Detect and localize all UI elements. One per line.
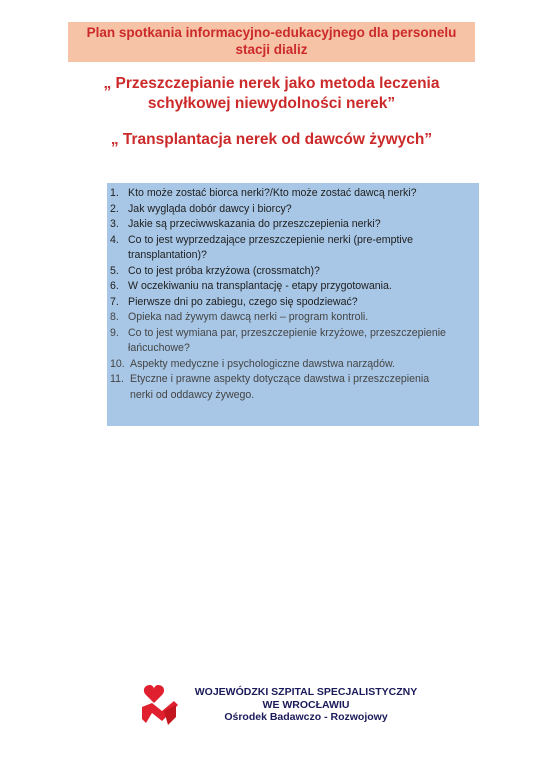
list-item <box>110 186 478 202</box>
list-item-text: Co to jest próba krzyżowa (crossmatch)? <box>128 264 320 277</box>
list-item-text: Kto może zostać biorca nerki?/Kto może zostać dawcą nerki? <box>128 187 417 199</box>
list-item-number: 4. <box>110 233 119 246</box>
list-item-text-cont: nerki od oddawcy żywego. <box>130 388 255 401</box>
list-item-number: 9. <box>110 326 119 339</box>
subtitle-main <box>30 74 513 114</box>
list-item-text-cont: transplantation)? <box>128 249 207 261</box>
hospital-name-line-1: WOJEWÓDZKI SZPITAL SPECJALISTYCZNY <box>194 686 418 698</box>
list-item-text: Pierwsze dni po zabiegu, czego się spodziewać? <box>128 295 358 308</box>
list-item-number: 1. <box>110 187 119 199</box>
subtitle-main-line-2: schyłkowej niewydolności nerek” <box>147 95 396 112</box>
list-item <box>110 279 478 295</box>
hospital-name <box>186 686 426 724</box>
list-item-number: 2. <box>110 202 119 215</box>
list-item <box>110 372 478 403</box>
page-title <box>68 24 475 58</box>
list-item-text: Aspekty medyczne i psychologiczne dawstwa narządów. <box>130 357 395 370</box>
list-item <box>110 295 478 311</box>
list-item-text: W oczekiwaniu na transplantację - etapy przygotowania. <box>128 280 392 292</box>
list-item <box>110 217 478 233</box>
hospital-name-line-2: WE WROCŁAWIU <box>262 698 350 711</box>
subtitle-secondary: „ Transplantacja nerek od dawców żywych” <box>110 131 433 148</box>
list-item-text: Co to jest wymiana par, przeszczepienie krzyżowe, przeszczepienie <box>128 326 446 339</box>
list-item-text: Jak wygląda dobór dawcy i biorcy? <box>128 202 292 215</box>
list-item-text: Opieka nad żywym dawcą nerki – program kontroli. <box>128 311 369 323</box>
list-item <box>110 202 478 218</box>
list-item <box>110 326 478 357</box>
list-item-number: 8. <box>110 311 119 323</box>
list-item-text-cont: łańcuchowe? <box>128 342 190 354</box>
list-item-text: Etyczne i prawne aspekty dotyczące dawstwa i przeszczepienia <box>130 373 430 385</box>
list-item <box>110 264 478 280</box>
list-item-number: 6. <box>110 280 119 292</box>
list-item <box>110 233 478 264</box>
page-title-line-2: stacji dializ <box>235 42 308 57</box>
subtitle-main-line-1: „ Przeszczepianie nerek jako metoda leczenia <box>103 75 440 92</box>
list-item <box>110 357 478 373</box>
topics-list <box>110 186 478 403</box>
list-item-text: Co to jest wyprzedzające przeszczepienie nerki (pre-emptive <box>128 233 413 246</box>
hospital-unit: Ośrodek Badawczo - Rozwojowy <box>224 711 388 723</box>
list-item-number: 10. <box>110 357 125 370</box>
list-item-number: 5. <box>110 264 119 277</box>
page-title-line-1: Plan spotkania informacyjno-edukacyjnego dla personelu <box>86 25 457 40</box>
list-item-number: 7. <box>110 295 119 308</box>
list-item-number: 11. <box>110 373 124 385</box>
list-item-number: 3. <box>110 218 119 230</box>
list-item-text: Jakie są przeciwwskazania do przeszczepienia nerki? <box>128 218 381 230</box>
list-item <box>110 310 478 326</box>
hospital-logo-icon <box>140 683 180 729</box>
